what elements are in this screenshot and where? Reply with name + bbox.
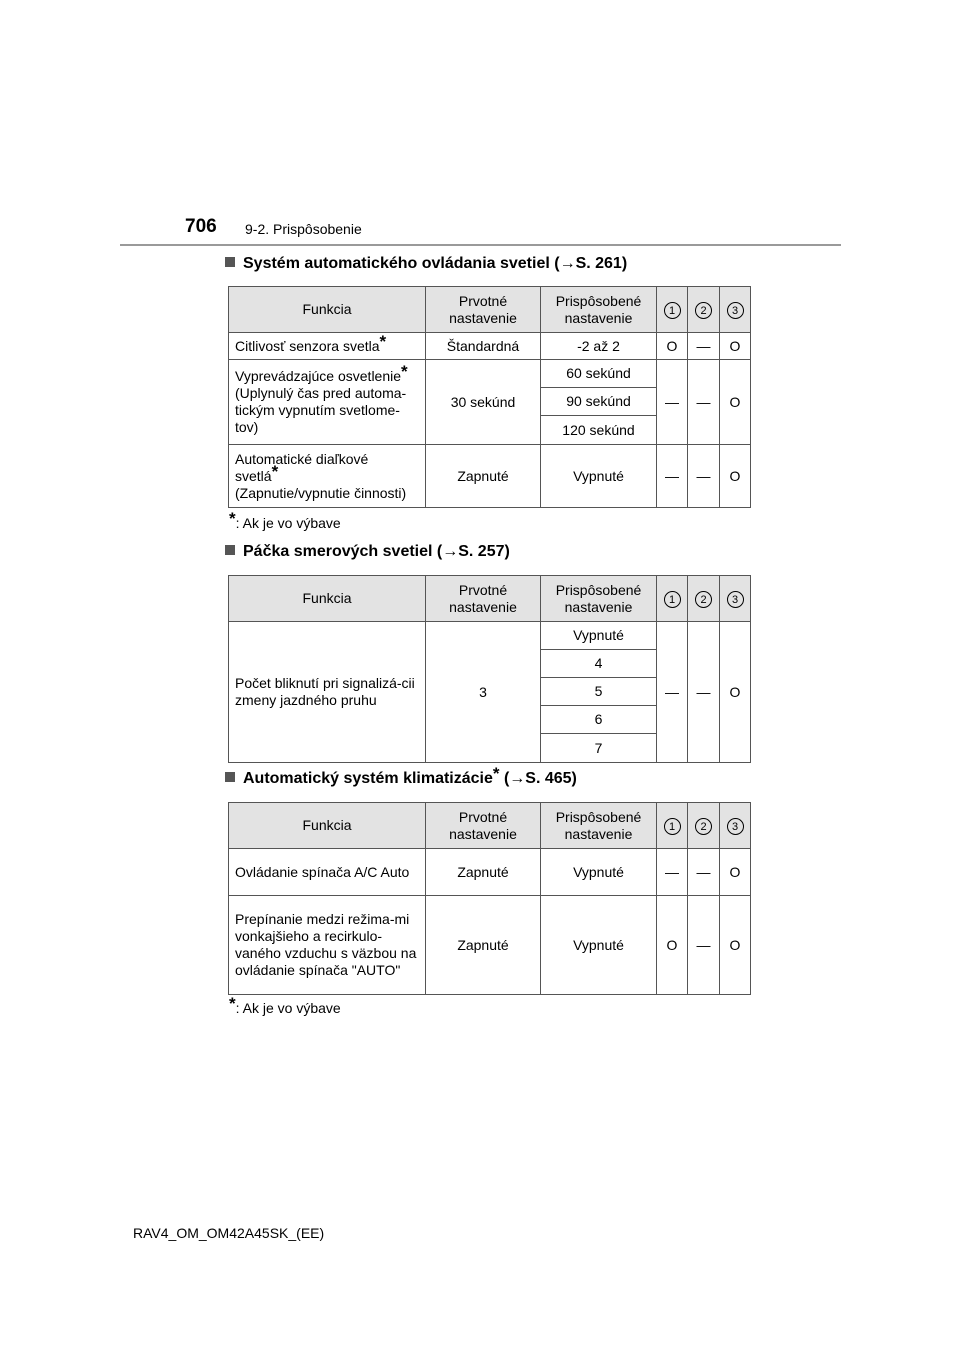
function-cell: Ovládanie spínača A/C Auto <box>229 849 426 896</box>
custom-cell: Vypnuté <box>541 445 657 508</box>
footnote: *: Ak je vo výbave <box>229 994 341 1016</box>
col-function: Funkcia <box>229 287 426 333</box>
col-custom: Prispôsobené nastavenie <box>541 287 657 333</box>
mode-3-icon: 3 <box>727 302 744 319</box>
col-custom: Prispôsobené nastavenie <box>541 803 657 849</box>
function-cell: Vyprevádzajúce osvetlenie* (Uplynulý čas pred automa-tickým vypnutím svetlome-tov) <box>229 360 426 445</box>
arrow-icon: → <box>442 543 459 560</box>
col-default: Prvotné nastavenie <box>426 576 541 622</box>
footnote-star: * <box>229 994 236 1013</box>
table-row <box>229 622 751 650</box>
default-cell: 3 <box>426 622 541 763</box>
mode-1-icon: 1 <box>664 302 681 319</box>
table-row <box>229 360 751 388</box>
page-number: 706 <box>185 216 217 237</box>
section-heading-turn-signal: Páčka smerových svetiel (→S. 257) <box>225 543 510 561</box>
arrow-icon: → <box>559 255 576 272</box>
chapter-title: 9-2. Prispôsobenie <box>245 221 362 237</box>
col-default: Prvotné nastavenie <box>426 287 541 333</box>
default-cell: Zapnuté <box>426 849 541 896</box>
custom-cell: Vypnuté <box>541 622 657 650</box>
mode-3-cell: O <box>720 622 751 763</box>
default-cell: Štandardná <box>426 333 541 360</box>
mode-3-cell: O <box>720 360 751 445</box>
table-row <box>229 849 751 896</box>
mode-3-cell: O <box>720 445 751 508</box>
mode-2-icon: 2 <box>695 302 712 319</box>
mode-2-cell: — <box>688 896 720 995</box>
mode-1-cell: — <box>657 849 688 896</box>
custom-cell: 6 <box>541 706 657 734</box>
mode-1-cell: — <box>657 360 688 445</box>
mode-2-cell: — <box>688 849 720 896</box>
custom-cell: Vypnuté <box>541 849 657 896</box>
bullet-square-icon <box>225 545 235 555</box>
mode-3-cell: O <box>720 333 751 360</box>
footnote-star: * <box>271 461 279 481</box>
footnote-star: * <box>401 362 408 381</box>
mode-2-cell: — <box>688 622 720 763</box>
mode-1-icon: 1 <box>664 591 681 608</box>
mode-3-icon: 3 <box>727 591 744 608</box>
mode-1-cell: O <box>657 333 688 360</box>
mode-3-cell: O <box>720 849 751 896</box>
custom-cell: 60 sekúnd <box>541 360 657 388</box>
custom-cell: -2 až 2 <box>541 333 657 360</box>
footnote-star: * <box>379 331 387 351</box>
mode-2-icon: 2 <box>695 591 712 608</box>
col-default: Prvotné nastavenie <box>426 803 541 849</box>
bullet-square-icon <box>225 257 235 267</box>
arrow-icon: → <box>509 770 526 787</box>
document-code: RAV4_OM_OM42A45SK_(EE) <box>133 1225 325 1241</box>
footnote-star: * <box>229 509 236 528</box>
mode-2-cell: — <box>688 333 720 360</box>
table-turn-signal <box>228 575 751 763</box>
function-cell: Citlivosť senzora svetla* <box>229 333 426 360</box>
section-heading-climate: Automatický systém klimatizácie* (→S. 465) <box>225 770 577 788</box>
custom-cell: 7 <box>541 734 657 763</box>
header-rule <box>120 244 841 246</box>
table-row <box>229 445 751 508</box>
default-cell: Zapnuté <box>426 896 541 995</box>
col-custom: Prispôsobené nastavenie <box>541 576 657 622</box>
mode-1-cell: — <box>657 622 688 763</box>
mode-3-cell: O <box>720 896 751 995</box>
col-function: Funkcia <box>229 576 426 622</box>
function-cell: Automatické diaľkové svetlá* (Zapnutie/vypnutie činnosti) <box>229 445 426 508</box>
custom-cell: Vypnuté <box>541 896 657 995</box>
bullet-square-icon <box>225 772 235 782</box>
col-function: Funkcia <box>229 803 426 849</box>
function-cell: Počet bliknutí pri signalizá-cii zmeny jazdného pruhu <box>229 622 426 763</box>
mode-1-icon: 1 <box>664 818 681 835</box>
mode-2-icon: 2 <box>695 818 712 835</box>
footnote-star: * <box>492 764 500 783</box>
table-row <box>229 896 751 995</box>
mode-1-cell: — <box>657 445 688 508</box>
table-row <box>229 333 751 360</box>
default-cell: 30 sekúnd <box>426 360 541 445</box>
mode-3-icon: 3 <box>727 818 744 835</box>
custom-cell: 5 <box>541 678 657 706</box>
mode-2-cell: — <box>688 360 720 445</box>
table-light-control <box>228 286 751 508</box>
table-header-row <box>229 803 751 849</box>
mode-1-cell: O <box>657 896 688 995</box>
default-cell: Zapnuté <box>426 445 541 508</box>
function-cell: Prepínanie medzi režima-mi vonkajšieho a recirkulo-vaného vzduchu s väzbou na ovládanie spínača "AUTO" <box>229 896 426 995</box>
table-climate <box>228 802 751 995</box>
table-header-row <box>229 576 751 622</box>
footnote: *: Ak je vo výbave <box>229 509 341 531</box>
mode-2-cell: — <box>688 445 720 508</box>
section-heading-light-control: Systém automatického ovládania svetiel (→S. 261) <box>225 255 627 273</box>
custom-cell: 120 sekúnd <box>541 416 657 445</box>
table-header-row <box>229 287 751 333</box>
custom-cell: 90 sekúnd <box>541 388 657 416</box>
custom-cell: 4 <box>541 650 657 678</box>
